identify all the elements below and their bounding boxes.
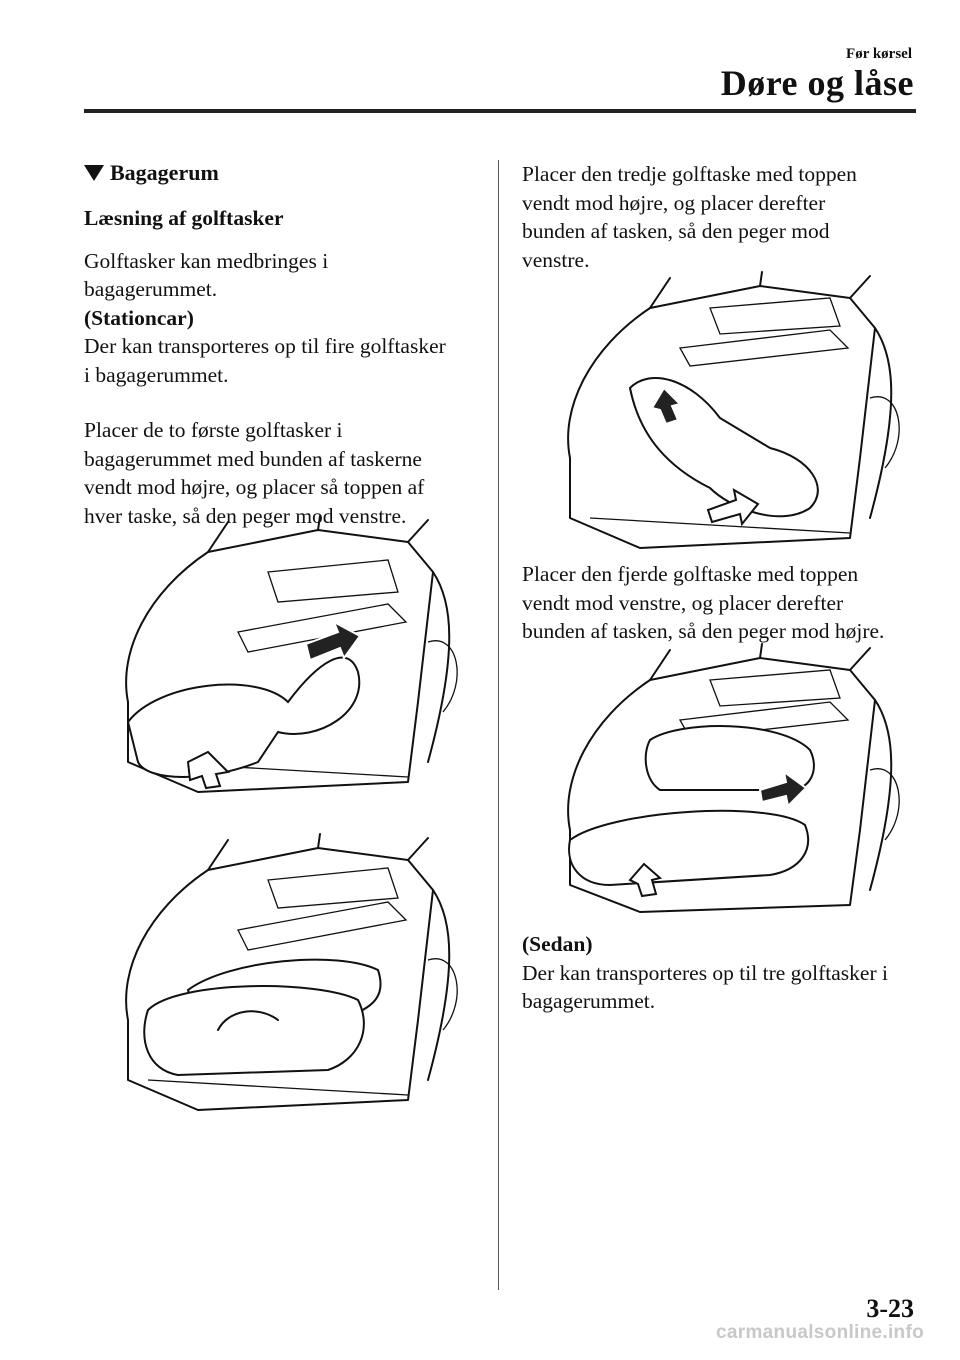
trunk-illustration-4 [530, 640, 910, 920]
arrow-right-icon [306, 622, 360, 660]
left-column-text [84, 204, 484, 530]
paragraph-line: Placer den tredje golftaske med toppen [522, 162, 857, 186]
paragraph-line: bagagerummet med bunden af taskerne [84, 446, 422, 471]
header-divider [84, 109, 916, 113]
golf-bag-1 [128, 658, 359, 777]
paragraph-line: bagagerummet. [522, 989, 656, 1013]
right-text-step4 [522, 560, 912, 646]
section-heading [84, 160, 219, 186]
page-title: Døre og låse [720, 63, 914, 103]
paragraph-line: Der kan transporteres op til fire golftasker [84, 334, 446, 358]
trunk-illustration-3 [530, 268, 910, 558]
right-text-step3 [522, 160, 912, 274]
paragraph-line: i bagagerummet. [84, 362, 229, 387]
trunk-illustration-1 [88, 512, 468, 802]
paragraph-line: Placer den fjerde golftaske med toppen [522, 562, 859, 586]
paragraph-line: Der kan transporteres op til tre golftasker i [522, 960, 888, 985]
trunk-illustration-2 [88, 830, 468, 1120]
golf-bag-1 [144, 986, 364, 1075]
paragraph-line: bunden af tasken, så den peger mod [522, 219, 830, 243]
section-heading-text: Bagagerum [110, 160, 219, 185]
triangle-bullet-icon [84, 165, 104, 181]
paragraph-line: vendt mod venstre, og placer derefter [522, 590, 844, 615]
paragraph-line: vendt mod højre, og placer derefter [522, 190, 826, 215]
paragraph-line: Golftasker kan medbringes i [84, 248, 329, 273]
right-text-sedan [522, 930, 912, 1016]
header-section-label: Før kørsel [846, 46, 912, 62]
golf-bag-1 [569, 811, 808, 885]
paragraph-line: vendt mod højre, og placer så toppen af [84, 475, 425, 499]
subheading: Læsning af golftasker [84, 206, 284, 230]
column-divider [498, 160, 499, 1290]
paragraph-line: Placer de to første golftasker i [84, 418, 343, 442]
sedan-label: (Sedan) [522, 932, 593, 956]
paragraph-line: hver taske, så den peger mod venstre. [84, 503, 407, 528]
paragraph-line: bagagerummet. [84, 277, 218, 301]
page-number: 3-23 [866, 1294, 914, 1323]
paragraph-line: venstre. [522, 247, 590, 272]
stationcar-label: (Stationcar) [84, 305, 194, 330]
watermark: carmanualsonline.info [716, 1322, 924, 1343]
paragraph-line: bunden af tasken, så den peger mod højre. [522, 619, 885, 643]
